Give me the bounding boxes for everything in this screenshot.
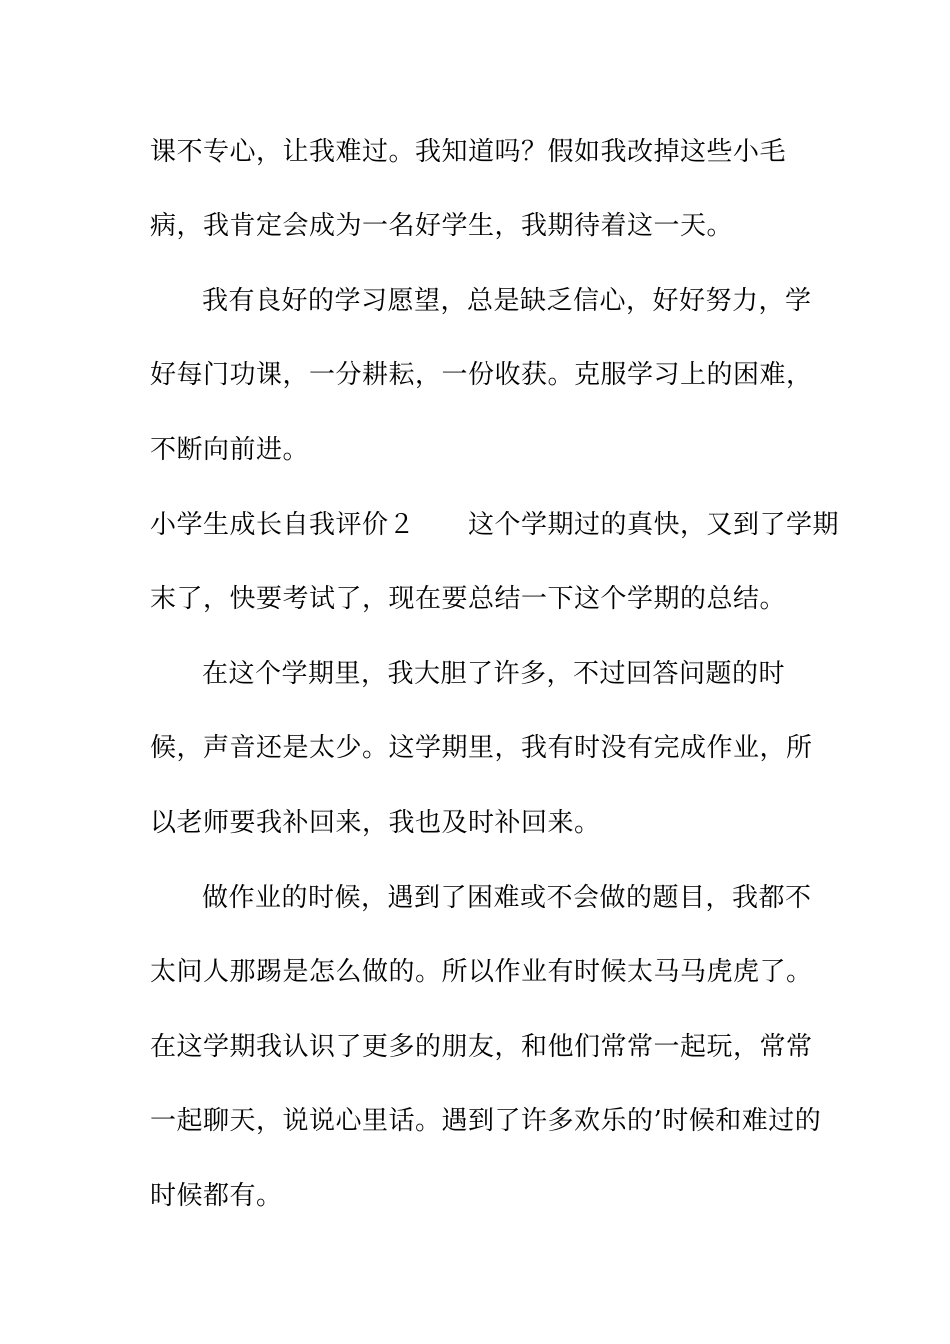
text-line: 时候都有。 — [150, 1181, 283, 1211]
paragraph-start-line: 我有良好的学习愿望，总是缺乏信心，好好努力，学 — [202, 286, 812, 316]
paragraph-start-line: 在这个学期里，我大胆了许多，不过回答问题的时 — [202, 659, 786, 689]
text-line: 在这学期我认识了更多的朋友，和他们常常一起玩，常常 — [150, 1032, 813, 1062]
text-line: 课不专心，让我难过。我知道吗？假如我改掉这些小毛 — [150, 137, 787, 167]
text-line: 不断向前进。 — [150, 435, 310, 465]
text-line: 以老师要我补回来，我也及时补回来。 — [150, 808, 601, 838]
text-line: 病，我肯定会成为一名好学生，我期待着这一天。 — [150, 211, 734, 241]
text-line: 末了，快要考试了，现在要总结一下这个学期的总结。 — [150, 584, 787, 614]
text-line: 一起聊天，说说心里话。遇到了许多欢乐的’时候和难过的 — [150, 1106, 822, 1136]
paragraph-start-line: 做作业的时候，遇到了困难或不会做的题目，我都不 — [202, 883, 812, 913]
text-line: 好每门功课，一分耕耘，一份收获。克服学习上的困难， — [150, 360, 813, 390]
text-line: 太问人那踢是怎么做的。所以作业有时候太马马虎虎了。 — [150, 957, 813, 987]
text-line: 候，声音还是太少。这学期里，我有时没有完成作业，所 — [150, 733, 813, 763]
section-heading-line: 小学生成长自我评价２ 这个学期过的真快，又到了学期 — [150, 510, 840, 540]
